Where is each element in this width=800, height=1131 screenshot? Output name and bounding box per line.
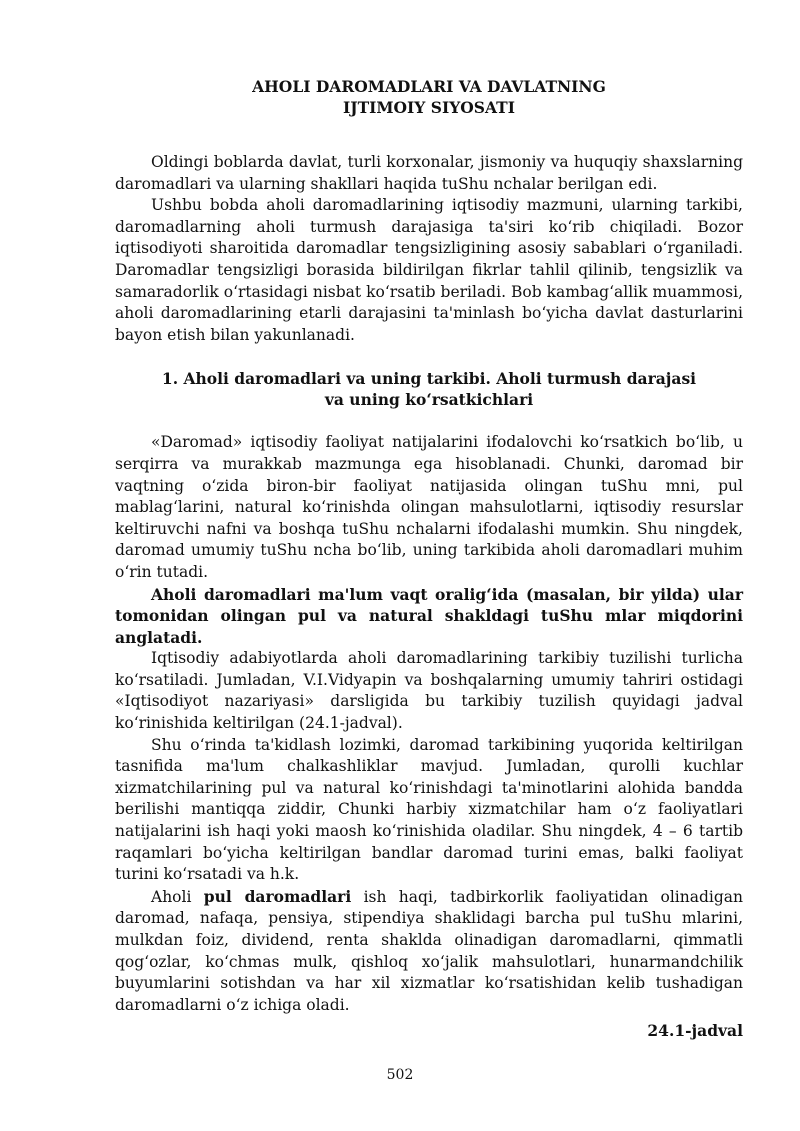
chapter-title	[115, 76, 743, 118]
chapter-title-line-1: AHOLI DAROMADLARI VA DAVLATNING	[252, 77, 606, 96]
spacer	[115, 410, 743, 432]
chapter-title-line-2: IJTIMOIY SIYOSATI	[343, 98, 515, 117]
paragraph-5-start: Aholi	[151, 887, 204, 906]
intro-paragraph-1: Oldingi boblarda davlat, turli korxonalar, jismoniy va huquqiy shaxslarning daromadlari va ularning shakllari haqida tuShu nchalar berilgan edi.	[115, 153, 743, 193]
body-paragraph-3: Iqtisodiy adabiyotlarda aholi daromadlarining tarkibiy tuzilishi turlicha ko‘rsatiladi. Jumladan, V.I.Vidyapin va boshqalarning umumiy tahriri ostidagi «Iqtisodiyot nazariyasi» darsligida bu tarkibiy tuzilish quyidagi jadval ko‘rinishida keltirilgan (24.1-jadval).	[115, 649, 743, 733]
page-number: 502	[386, 1067, 414, 1083]
body-paragraph-1: «Daromad» iqtisodiy faoliyat natijalarini ifodalovchi ko‘rsatkich bo‘lib, u serqirra va murakkab mazmunga ega hisoblanadi. Chunki, daromad bir vaqtning o‘zida biron-bir faoliyat natijasida olingan tuShu mni, pul mablag‘larini, natural ko‘rinishda olingan mahsulotlarni, iqtisodiy resurslar keltiruvchi nafni va boshqa tuShu nchalarni ifodalashi mumkin. Shu ningdek, daromad umumiy tuShu ncha bo‘lib, uning tarkibida aholi daromadlari muhim o‘rin tutadi.	[115, 433, 743, 581]
spacer	[115, 118, 743, 152]
body-paragraph-5	[115, 886, 743, 1017]
body-paragraph-4: Shu o‘rinda ta'kidlash lozimki, daromad tarkibining yuqorida keltirilgan tasnifida ma'lum chalkashliklar mavjud. Jumladan, qurolli kuchlar xizmatchilarining pul va natural ko‘rinishdagi ta'minotlarini alohida bandda berilishi mantiqqa ziddir, Chunki harbiy xizmatchilar ham o‘z faoliyatlari natijalarini ish haqi yoki maosh ko‘rinishida oladilar. Shu ningdek, 4 – 6 tartib raqamlari bo‘yicha keltirilgan bandlar daromad turini emas, balki faoliyat turini ko‘rsatadi va h.k.	[115, 735, 743, 884]
paragraph-5-rest: ish haqi, tadbirkorlik faoliyatidan olinadigan daromad, nafaqa, pensiya, stipendiya shaklidagi barcha pul tuShu mlarini, mulkdan foiz, dividend, renta shaklda olinadigan daromadlarni, qimmatli qog‘ozlar, ko‘chmas mulk, qishloq xo‘jalik mahsulotlari, hunarmandchilik buyumlarini sotishdan va har xil xizmatlar ko‘rsatishidan kelib tushadigan daromadlarni o‘z ichiga oladi.	[115, 887, 744, 1014]
page-content	[115, 76, 743, 1042]
section-title-line-1: 1. Aholi daromadlari va uning tarkibi. Aholi turmush darajasi	[161, 369, 697, 389]
definition-paragraph: Aholi daromadlari ma'lum vaqt oralig‘ida (masalan, bir yilda) ular tomonidan olingan pul va natural shakldagi tuShu mlar miqdorini anglatadi.	[115, 584, 743, 647]
spacer	[115, 346, 743, 368]
intro-paragraph-2: Ushbu bobda aholi daromadlarining iqtisodiy mazmuni, ularning tarkibi, daromadlarning aholi turmush darajasiga ta'siri ko‘rib chiqiladi. Bozor iqtisodiyoti sharoitida daromadlar tengsizligining asosiy sabablari o‘rganiladi. Daromadlar tengsizligi borasida bildirilgan fikrlar tahlil qilinib, tengsizlik va samaradorlik o‘rtasidagi nisbat ko‘rsatib beriladi. Bob kambag‘allik muammosi, aholi daromadlarining etarli darajasini ta'minlash bo‘yicha davlat dasturlarini bayon etish bilan yakunlanadi.	[115, 196, 743, 344]
paragraph-5-bold-term: pul daromadlari	[203, 886, 352, 906]
section-title	[115, 368, 743, 410]
section-title-line-2: va uning ko‘rsatkichlari	[324, 390, 534, 410]
table-label: 24.1-jadval	[647, 1021, 743, 1041]
